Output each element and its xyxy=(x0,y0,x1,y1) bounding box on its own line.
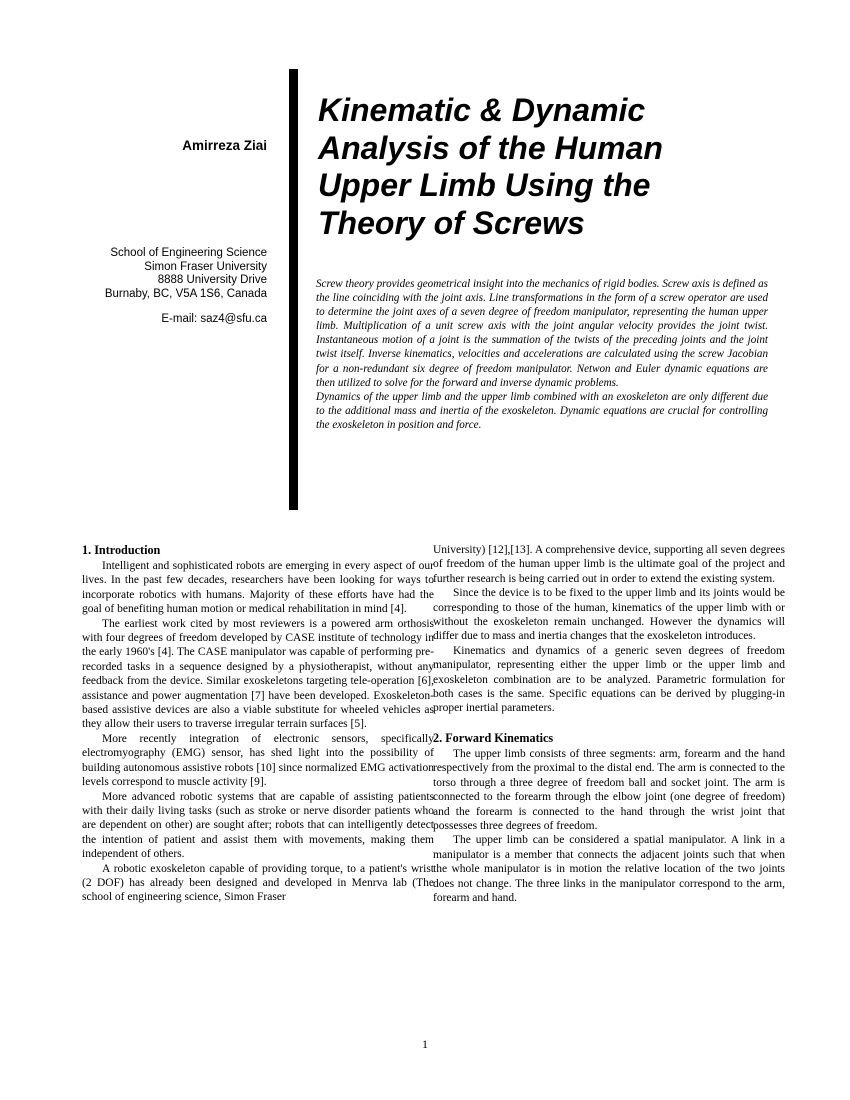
abstract-paragraph: Dynamics of the upper limb and the upper limb combined with an exoskeleton are only different due to the additional mass and inertia of the exoskeleton. Dynamic equations are crucial for controlling the exoskeleton in position and force. xyxy=(316,390,768,431)
abstract-paragraph: Screw theory provides geometrical insight into the mechanics of rigid bodies. Screw axis is defined as the line coinciding with the joint axis. Line transformations in the form of a screw operator are used to determine the joint axes of a seven degree of freedom manipulator, representing the human upper limb. Multiplication of a unit screw axis with the joint angular velocity provides the joint twist. Instantaneous motion of a joint is the summation of the twists of the preceding joints and the joint twist itself. Inverse kinematics, velocities and accelerations are calculated using the screw Jacobian for a non-redundant six degree of freedom manipulator. Netwon and Euler dynamic equations are then utilized to solve for the forward and inverse dynamic problems. xyxy=(316,278,768,389)
title-line: Analysis of the Human xyxy=(318,129,663,166)
title-line: Upper Limb Using the xyxy=(318,167,651,203)
affiliation-block xyxy=(80,247,267,327)
body-paragraph: The earliest work cited by most reviewers is a powered arm orthosis with four degrees of freedom developed by CASE institute of technology in the early 1960's [4]. The CASE manipulator was capable of performing pre-recorded tasks in a sequence designed by a physiotherapist, without any feedback from the device. Similar exoskeletons targeting tele-operation [6], assistance and power augmentation [7] have been developed. Exoskeleton-based assistive devices are also a viable substitute for wheeled vehicles as they allow their users to traverse irregular terrain surfaces [5]. xyxy=(82,617,434,731)
section-heading-forward-kinematics: 2. Forward Kinematics xyxy=(433,730,554,745)
affiliation-line: Simon Fraser University xyxy=(144,260,267,273)
body-paragraph-continued: University) [12],[13]. A comprehensive device, supporting all seven degrees of freedom of the human upper limb is the ultimate goal of the project and further research is being carried out in order to extend the existing system. xyxy=(433,544,785,585)
abstract xyxy=(316,277,768,432)
vertical-divider-bar xyxy=(289,69,298,510)
author-name: Amirreza Ziai xyxy=(182,138,267,153)
body-paragraph: The upper limb can be considered a spatial manipulator. A link in a manipulator is a member that connects the adjacent joints such that when the whole manipulator is in motion the relative location of the two joints does not change. The three links in the manipulator correspond to the arm, forearm and hand. xyxy=(433,834,785,904)
body-paragraph: More recently integration of electronic sensors, specifically electromyography (EMG) sensor, has shed light into the possibility of building autonomous assistive robots [10] since normalized EMG activation levels correspond to muscle activity [9]. xyxy=(82,732,434,789)
body-paragraph: A robotic exoskeleton capable of providing torque, to a patient's wrist (2 DOF) has already been designed and developed in Menrva lab (The school of engineering science, Simon Fraser xyxy=(82,862,434,904)
affiliation-line: 8888 University Drive xyxy=(157,274,267,287)
right-column xyxy=(433,543,785,905)
affiliation-line: Burnaby, BC, V5A 1S6, Canada xyxy=(104,287,267,300)
body-paragraph: More advanced robotic systems that are capable of assisting patients with their daily living tasks (such as stroke or nerve disorder patients who are dependent on other) are sought after; robots that can intelligently detect the intention of patient and assist them with movements, making them independent of others. xyxy=(82,790,434,861)
page-number: 1 xyxy=(422,1037,428,1051)
title-line: Theory of Screws xyxy=(318,204,585,241)
body-paragraph: Kinematics and dynamics of a generic seven degrees of freedom manipulator, representing either the upper limb or the upper limb and exoskeleton combination are to be analyzed. Parametric formulation for both cases is the same. Specific equations can be derived by plugging-in proper inertial parameters. xyxy=(433,644,785,715)
section-heading-introduction: 1. Introduction xyxy=(82,543,161,557)
left-column xyxy=(82,543,434,905)
body-paragraph: Intelligent and sophisticated robots are emerging in every aspect of our lives. In the past few decades, researchers have been looking for ways to incorporate robotics with humans. Majority of these efforts have had the goal of benefiting human motion or medical rehabilitation in mind [4]. xyxy=(82,560,434,616)
author-email: E-mail: saz4@sfu.ca xyxy=(161,313,267,326)
body-paragraph: The upper limb consists of three segments: arm, forearm and the hand respectively from the proximal to the distal end. The arm is connected to the torso through a three degree of freedom ball and socket joint. The arm is connected to the forearm through the elbow joint (one degree of freedom) and the forearm is connected to the hand through the wrist joint that possesses three degrees of freedom. xyxy=(433,747,785,832)
body-paragraph: Since the device is to be fixed to the upper limb and its joints would be corresponding to those of the human, kinematics of the upper limb with or without the exoskeleton remain unchanged. However the dynamics will differ due to mass and inertia changes that the exoskeleton introduces. xyxy=(433,587,785,643)
title-line: Kinematic & Dynamic xyxy=(318,92,646,128)
affiliation-line: School of Engineering Science xyxy=(110,247,267,259)
paper-title xyxy=(318,92,758,242)
